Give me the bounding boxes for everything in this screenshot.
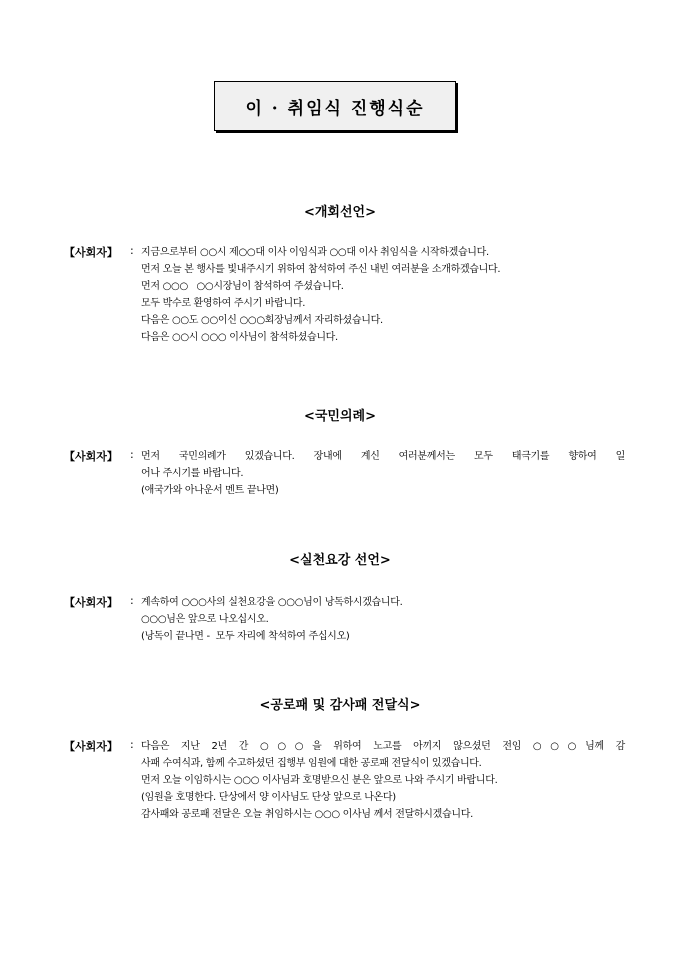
section-heading-pledge: <실천요강 선언>: [289, 553, 391, 568]
text-line: 먼저 ○○○ ○○시장님이 참석하여 주셨습니다.: [141, 281, 344, 292]
text-line: 사패 수여식과, 함께 수고하셨던 집행부 임원에 대한 공로패 전달식이 있겠습니다.: [141, 758, 482, 769]
text-line: 어나 주시기를 바랍니다.: [141, 468, 244, 479]
text-line: 다음은 지난 2년 간 ○○○을 위하여 노고를 아끼지 않으셨던 전임 ○○○님께 감: [141, 741, 625, 752]
text-line: 지금으로부터 ○○시 제○○대 이사 이임식과 ○○대 이사 취임식을 시작하겠습니다.: [141, 247, 489, 258]
page-title: 이 · 취임식 진행식순: [245, 98, 425, 119]
speaker-label: 【사회자】: [64, 246, 118, 259]
text-line: (애국가와 아나운서 멘트 끝나면): [141, 485, 279, 496]
title-box: [214, 81, 456, 131]
pledge-paragraph: [141, 594, 625, 645]
speaker-label: 【사회자】: [64, 450, 118, 463]
text-line: 모두 박수로 환영하여 주시기 바랍니다.: [141, 298, 306, 309]
text-line: 감사패와 공로패 전달은 오늘 취임하시는 ○○○ 이사님 께서 전달하시겠습니다.: [141, 809, 473, 820]
section-heading-opening: <개회선언>: [303, 205, 377, 220]
text-line: (임원을 호명한다. 단상에서 양 이사님도 단상 앞으로 나온다): [141, 792, 396, 803]
speaker-colon: :: [130, 448, 134, 461]
speaker-colon: :: [130, 244, 134, 257]
text-line: 먼저 오늘 본 행사를 빛내주시기 위하여 참석하여 주신 내빈 여러분을 소개하겠습니다.: [141, 264, 501, 275]
text-line: 계속하여 ○○○사의 실천요강을 ○○○님이 낭독하시겠습니다.: [141, 597, 403, 608]
section-heading-national-ceremony: <국민의례>: [303, 409, 377, 424]
award-paragraph: [141, 738, 625, 823]
text-line: 먼저 국민의례가 있겠습니다. 장내에 계신 여러분께서는 모두 태극기를 향하여 일: [141, 451, 625, 462]
speaker-colon: :: [130, 594, 134, 607]
text-line: 다음은 ○○도 ○○이신 ○○○회장님께서 자리하셨습니다.: [141, 315, 383, 326]
text-line: (낭독이 끝나면 - 모두 자리에 착석하여 주십시오): [141, 631, 350, 642]
national-ceremony-paragraph: [141, 448, 625, 499]
speaker-label: 【사회자】: [64, 596, 118, 609]
text-line: 다음은 ○○시 ○○○ 이사님이 참석하셨습니다.: [141, 332, 338, 343]
text-line: ○○○님은 앞으로 나오십시오.: [141, 614, 269, 625]
opening-paragraph: [141, 244, 625, 346]
section-heading-award: <공로패 및 감사패 전달식>: [259, 698, 421, 713]
text-line: 먼저 오늘 이임하시는 ○○○ 이사님과 호명받으신 분은 앞으로 나와 주시기 바랍니다.: [141, 775, 498, 786]
speaker-label: 【사회자】: [64, 740, 118, 753]
speaker-colon: :: [130, 738, 134, 751]
